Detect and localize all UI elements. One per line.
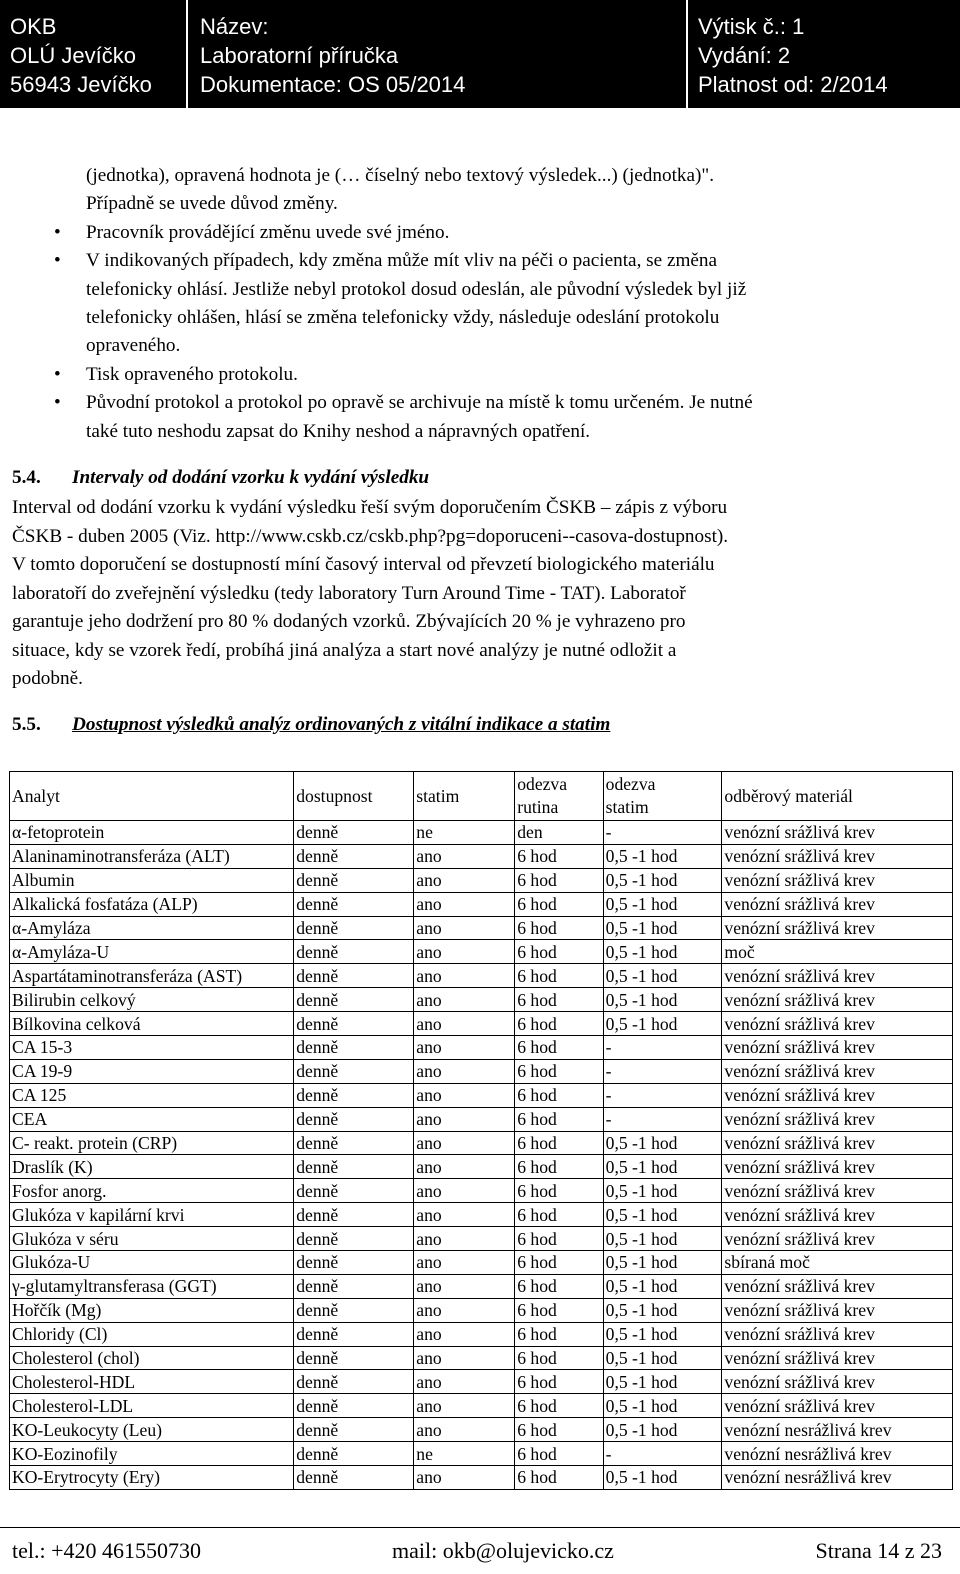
cell-analyt: KO-Erytrocyty (Ery) — [10, 1466, 294, 1490]
cell-odezva-statim: 0,5 -1 hod — [603, 988, 722, 1012]
cell-odezva-statim: - — [603, 821, 722, 845]
table-row — [10, 844, 953, 868]
cell-odezva-rutina: 6 hod — [515, 1466, 603, 1490]
cell-statim: ano — [414, 1203, 515, 1227]
cell-odezva-rutina: 6 hod — [515, 1012, 603, 1036]
table-row — [10, 1227, 953, 1251]
cell-material: venózní srážlivá krev — [722, 1012, 953, 1036]
cell-dostupnost: denně — [294, 940, 414, 964]
header-name-line: Dokumentace: OS 05/2014 — [200, 72, 466, 97]
section-title: Intervaly od dodání vzorku k vydání výsledku — [72, 467, 430, 489]
cell-odezva-statim: 0,5 -1 hod — [603, 1012, 722, 1036]
bullet-item — [12, 389, 942, 446]
column-header-dostupnost: dostupnost — [294, 772, 414, 821]
cell-material: venózní srážlivá krev — [722, 916, 953, 940]
cell-dostupnost: denně — [294, 1370, 414, 1394]
table-row — [10, 821, 953, 845]
header-version — [698, 12, 888, 99]
cell-dostupnost: denně — [294, 868, 414, 892]
cell-material: venózní nesrážlivá krev — [722, 1418, 953, 1442]
cell-statim: ano — [414, 868, 515, 892]
cell-dostupnost: denně — [294, 1227, 414, 1251]
cell-statim: ano — [414, 1346, 515, 1370]
cell-statim: ano — [414, 1251, 515, 1275]
footer-phone: tel.: +420 461550730 — [12, 1538, 202, 1563]
paragraph-line: ČSKB - duben 2005 (Viz. http://www.cskb.cz/cskb.php?pg=doporuceni--casova-dostupnost). — [12, 525, 729, 547]
paragraph-line: V tomto doporučení se dostupností míní časový interval od převzetí biologického materiálu — [12, 554, 715, 576]
cell-material: venózní srážlivá krev — [722, 1322, 953, 1346]
cell-material: venózní srážlivá krev — [722, 844, 953, 868]
cell-analyt: Draslík (K) — [10, 1155, 294, 1179]
cell-material: venózní srážlivá krev — [722, 1346, 953, 1370]
cell-material: venózní srážlivá krev — [722, 1179, 953, 1203]
cell-statim: ano — [414, 1274, 515, 1298]
cell-dostupnost: denně — [294, 916, 414, 940]
cell-analyt: Aspartátaminotransferáza (AST) — [10, 964, 294, 988]
cell-analyt: Cholesterol-LDL — [10, 1394, 294, 1418]
header-org-line: OKB — [10, 14, 57, 39]
footer-email: mail: okb@olujevicko.cz — [392, 1538, 614, 1563]
cell-odezva-statim: - — [603, 1107, 722, 1131]
cell-analyt: Bilirubin celkový — [10, 988, 294, 1012]
cell-odezva-statim: 0,5 -1 hod — [603, 1346, 722, 1370]
bullet-dot: • — [54, 221, 61, 243]
cell-material: venózní srážlivá krev — [722, 1203, 953, 1227]
cell-material: moč — [722, 940, 953, 964]
cell-material: venózní srážlivá krev — [722, 1107, 953, 1131]
paragraph-line: garantuje jeho dodržení pro 80 % dodaných vzorků. Zbývajících 20 % je vyhrazeno pro — [12, 611, 686, 633]
cell-odezva-rutina: 6 hod — [515, 940, 603, 964]
header-name-line: Laboratorní příručka — [200, 43, 399, 68]
cell-dostupnost: denně — [294, 1155, 414, 1179]
table-row — [10, 1322, 953, 1346]
continuation-line: Případně se uvede důvod změny. — [86, 193, 338, 215]
bullet-line: telefonicky ohlášen, hlásí se změna telefonicky vždy, následuje odeslání protokolu — [86, 307, 720, 329]
cell-odezva-statim: 0,5 -1 hod — [603, 868, 722, 892]
cell-dostupnost: denně — [294, 1203, 414, 1227]
paragraph-line: podobně. — [12, 667, 83, 689]
cell-analyt: Fosfor anorg. — [10, 1179, 294, 1203]
bullet-item — [12, 247, 942, 361]
cell-dostupnost: denně — [294, 1298, 414, 1322]
table-row — [10, 1418, 953, 1442]
cell-dostupnost: denně — [294, 1083, 414, 1107]
cell-odezva-statim: 0,5 -1 hod — [603, 1155, 722, 1179]
cell-odezva-statim: 0,5 -1 hod — [603, 1466, 722, 1490]
bullet-line: také tuto neshodu zapsat do Knihy neshod a nápravných opatření. — [86, 420, 591, 442]
cell-dostupnost: denně — [294, 1036, 414, 1060]
cell-odezva-statim: 0,5 -1 hod — [603, 1251, 722, 1275]
footer-page-number: Strana 14 z 23 — [815, 1538, 942, 1563]
cell-material: venózní srážlivá krev — [722, 1036, 953, 1060]
cell-statim: ne — [414, 821, 515, 845]
cell-material: venózní srážlivá krev — [722, 868, 953, 892]
cell-odezva-statim: 0,5 -1 hod — [603, 1203, 722, 1227]
section-number: 5.4. — [12, 467, 41, 489]
cell-odezva-statim: - — [603, 1442, 722, 1466]
cell-material: venózní nesrážlivá krev — [722, 1466, 953, 1490]
cell-statim: ano — [414, 1418, 515, 1442]
cell-odezva-statim: 0,5 -1 hod — [603, 1322, 722, 1346]
cell-analyt: Cholesterol-HDL — [10, 1370, 294, 1394]
availability-table — [9, 771, 953, 1490]
cell-dostupnost: denně — [294, 988, 414, 1012]
column-header-statim: statim — [414, 772, 515, 821]
cell-dostupnost: denně — [294, 1012, 414, 1036]
table-row — [10, 1298, 953, 1322]
cell-material: venózní srážlivá krev — [722, 988, 953, 1012]
bullet-dot: • — [54, 363, 61, 385]
cell-statim: ano — [414, 1394, 515, 1418]
table-row — [10, 1346, 953, 1370]
cell-odezva-statim: 0,5 -1 hod — [603, 892, 722, 916]
header-organization — [10, 12, 152, 99]
cell-odezva-statim: 0,5 -1 hod — [603, 940, 722, 964]
bullet-line: Tisk opraveného protokolu. — [86, 363, 298, 385]
cell-odezva-rutina: 6 hod — [515, 1370, 603, 1394]
cell-analyt: Glukóza v séru — [10, 1227, 294, 1251]
cell-analyt: γ-glutamyltransferasa (GGT) — [10, 1274, 294, 1298]
table-row — [10, 1442, 953, 1466]
table-row — [10, 964, 953, 988]
cell-material: venózní srážlivá krev — [722, 1131, 953, 1155]
cell-odezva-rutina: 6 hod — [515, 1179, 603, 1203]
bullet-item — [12, 219, 942, 247]
cell-statim: ano — [414, 1298, 515, 1322]
column-header-odezva-rutina: odezva rutina — [515, 772, 603, 821]
cell-statim: ano — [414, 1059, 515, 1083]
cell-analyt: α-fetoprotein — [10, 821, 294, 845]
cell-odezva-rutina: 6 hod — [515, 1227, 603, 1251]
header-version-line: Výtisk č.: 1 — [698, 14, 805, 39]
cell-statim: ano — [414, 964, 515, 988]
cell-material: venózní srážlivá krev — [722, 1059, 953, 1083]
cell-analyt: Albumin — [10, 868, 294, 892]
cell-odezva-statim: 0,5 -1 hod — [603, 1131, 722, 1155]
cell-odezva-statim: 0,5 -1 hod — [603, 1274, 722, 1298]
section-paragraph — [12, 494, 942, 693]
column-header-odezva-statim: odezva statim — [603, 772, 722, 821]
cell-statim: ano — [414, 1322, 515, 1346]
bullet-line: V indikovaných případech, kdy změna může mít vliv na péči o pacienta, se změna — [86, 250, 718, 272]
section-heading-5-5 — [12, 711, 942, 739]
table-row — [10, 892, 953, 916]
cell-odezva-rutina: 6 hod — [515, 988, 603, 1012]
table-row — [10, 1155, 953, 1179]
bullet-line: telefonicky ohlásí. Jestliže nebyl protokol dosud odeslán, ale původní výsledek byl již — [86, 278, 747, 300]
cell-analyt: CA 15-3 — [10, 1036, 294, 1060]
cell-dostupnost: denně — [294, 1394, 414, 1418]
table-row — [10, 916, 953, 940]
table-row — [10, 868, 953, 892]
cell-statim: ano — [414, 1227, 515, 1251]
table-row — [10, 1394, 953, 1418]
cell-analyt: Glukóza v kapilární krvi — [10, 1203, 294, 1227]
cell-odezva-rutina: 6 hod — [515, 1274, 603, 1298]
cell-odezva-statim: 0,5 -1 hod — [603, 1227, 722, 1251]
cell-odezva-rutina: 6 hod — [515, 1155, 603, 1179]
cell-material: venózní srážlivá krev — [722, 1155, 953, 1179]
bullet-line: opraveného. — [86, 335, 181, 357]
cell-odezva-statim: 0,5 -1 hod — [603, 1394, 722, 1418]
header-org-line: 56943 Jevíčko — [10, 72, 152, 97]
table-row — [10, 988, 953, 1012]
cell-statim: ano — [414, 1131, 515, 1155]
table-row — [10, 1203, 953, 1227]
cell-analyt: Cholesterol (chol) — [10, 1346, 294, 1370]
table-row — [10, 940, 953, 964]
cell-odezva-statim: 0,5 -1 hod — [603, 844, 722, 868]
continuation-line: (jednotka), opravená hodnota je (… číselný nebo textový výsledek...) (jednotka)". — [86, 165, 715, 186]
table-row — [10, 1036, 953, 1060]
cell-statim: ano — [414, 1155, 515, 1179]
table-row — [10, 1059, 953, 1083]
cell-statim: ano — [414, 1107, 515, 1131]
cell-dostupnost: denně — [294, 1107, 414, 1131]
cell-analyt: Chloridy (Cl) — [10, 1322, 294, 1346]
cell-analyt: C- reakt. protein (CRP) — [10, 1131, 294, 1155]
header-name-line: Název: — [200, 14, 269, 39]
table-row — [10, 1083, 953, 1107]
cell-dostupnost: denně — [294, 1251, 414, 1275]
cell-analyt: Bílkovina celková — [10, 1012, 294, 1036]
cell-odezva-rutina: 6 hod — [515, 916, 603, 940]
document-header — [0, 0, 960, 108]
cell-odezva-rutina: 6 hod — [515, 1322, 603, 1346]
header-version-line: Platnost od: 2/2014 — [698, 72, 888, 97]
document-body — [12, 162, 942, 742]
cell-analyt: KO-Eozinofily — [10, 1442, 294, 1466]
column-header-analyt: Analyt — [10, 772, 294, 821]
cell-analyt: Hořčík (Mg) — [10, 1298, 294, 1322]
cell-material: venózní nesrážlivá krev — [722, 1442, 953, 1466]
cell-analyt: Alkalická fosfatáza (ALP) — [10, 892, 294, 916]
cell-material: venózní srážlivá krev — [722, 1370, 953, 1394]
cell-odezva-rutina: 6 hod — [515, 1131, 603, 1155]
cell-analyt: Alaninaminotransferáza (ALT) — [10, 844, 294, 868]
cell-material: venózní srážlivá krev — [722, 964, 953, 988]
section-title: Dostupnost výsledků analýz ordinovaných z vitální indikace a statim — [72, 714, 611, 736]
table-header-row — [10, 772, 953, 821]
header-divider — [186, 0, 188, 108]
cell-statim: ano — [414, 1466, 515, 1490]
cell-odezva-rutina: 6 hod — [515, 1394, 603, 1418]
section-number: 5.5. — [12, 714, 41, 736]
table-row — [10, 1466, 953, 1490]
cell-analyt: α-Amyláza — [10, 916, 294, 940]
paragraph-line: situace, kdy se vzorek ředí, probíhá jiná analýza a start nové analýzy je nutné odložit a — [12, 639, 677, 661]
table-row — [10, 1179, 953, 1203]
cell-odezva-statim: 0,5 -1 hod — [603, 1179, 722, 1203]
cell-odezva-rutina: 6 hod — [515, 1346, 603, 1370]
table-row — [10, 1131, 953, 1155]
cell-odezva-statim: 0,5 -1 hod — [603, 916, 722, 940]
bullet-line: Pracovník provádějící změnu uvede své jméno. — [86, 221, 450, 243]
cell-statim: ano — [414, 844, 515, 868]
cell-odezva-rutina: 6 hod — [515, 1036, 603, 1060]
document-footer — [0, 1527, 960, 1574]
cell-odezva-statim: 0,5 -1 hod — [603, 1418, 722, 1442]
header-document-name — [200, 12, 465, 99]
cell-dostupnost: denně — [294, 1131, 414, 1155]
cell-odezva-rutina: 6 hod — [515, 1442, 603, 1466]
cell-odezva-statim: 0,5 -1 hod — [603, 1298, 722, 1322]
cell-dostupnost: denně — [294, 1274, 414, 1298]
cell-dostupnost: denně — [294, 844, 414, 868]
cell-odezva-rutina: 6 hod — [515, 844, 603, 868]
cell-odezva-rutina: den — [515, 821, 603, 845]
bullet-line: Původní protokol a protokol po opravě se archivuje na místě k tomu určeném. Je nutné — [86, 392, 753, 414]
cell-statim: ano — [414, 1083, 515, 1107]
cell-dostupnost: denně — [294, 964, 414, 988]
cell-statim: ano — [414, 940, 515, 964]
section-heading-5-4 — [12, 464, 942, 492]
cell-statim: ano — [414, 916, 515, 940]
bullet-item — [12, 361, 942, 389]
column-header-material: odběrový materiál — [722, 772, 953, 821]
cell-dostupnost: denně — [294, 1322, 414, 1346]
cell-statim: ano — [414, 892, 515, 916]
cell-odezva-rutina: 6 hod — [515, 1418, 603, 1442]
cell-material: venózní srážlivá krev — [722, 1298, 953, 1322]
cell-statim: ano — [414, 1012, 515, 1036]
cell-odezva-rutina: 6 hod — [515, 1083, 603, 1107]
cell-dostupnost: denně — [294, 1466, 414, 1490]
cell-material: sbíraná moč — [722, 1251, 953, 1275]
bullet-dot: • — [54, 392, 61, 414]
cell-dostupnost: denně — [294, 1346, 414, 1370]
cell-material: venózní srážlivá krev — [722, 1227, 953, 1251]
cell-odezva-statim: 0,5 -1 hod — [603, 1370, 722, 1394]
header-org-line: OLÚ Jevíčko — [10, 43, 136, 68]
paragraph-line: laboratoří do zveřejnění výsledku (tedy laboratory Turn Around Time - TAT). Laboratoř — [12, 582, 686, 604]
cell-dostupnost: denně — [294, 821, 414, 845]
paragraph-line: Interval od dodání vzorku k vydání výsledku řeší svým doporučením ČSKB – zápis z výboru — [12, 497, 728, 519]
cell-analyt: CA 19-9 — [10, 1059, 294, 1083]
cell-material: venózní srážlivá krev — [722, 1274, 953, 1298]
cell-analyt: CA 125 — [10, 1083, 294, 1107]
cell-odezva-statim: 0,5 -1 hod — [603, 964, 722, 988]
cell-dostupnost: denně — [294, 1418, 414, 1442]
table-body — [10, 821, 953, 1490]
cell-odezva-rutina: 6 hod — [515, 1251, 603, 1275]
cell-odezva-rutina: 6 hod — [515, 1059, 603, 1083]
cell-odezva-rutina: 6 hod — [515, 1203, 603, 1227]
cell-analyt: CEA — [10, 1107, 294, 1131]
cell-material: venózní srážlivá krev — [722, 821, 953, 845]
cell-material: venózní srážlivá krev — [722, 892, 953, 916]
table-row — [10, 1274, 953, 1298]
cell-odezva-rutina: 6 hod — [515, 868, 603, 892]
cell-statim: ne — [414, 1442, 515, 1466]
cell-material: venózní srážlivá krev — [722, 1394, 953, 1418]
table-row — [10, 1251, 953, 1275]
cell-statim: ano — [414, 1036, 515, 1060]
cell-odezva-statim: - — [603, 1083, 722, 1107]
cell-odezva-rutina: 6 hod — [515, 892, 603, 916]
cell-odezva-rutina: 6 hod — [515, 964, 603, 988]
table-row — [10, 1107, 953, 1131]
cell-odezva-rutina: 6 hod — [515, 1298, 603, 1322]
cell-statim: ano — [414, 988, 515, 1012]
bullet-dot: • — [54, 250, 61, 272]
cell-dostupnost: denně — [294, 892, 414, 916]
cell-material: venózní srážlivá krev — [722, 1083, 953, 1107]
cell-analyt: KO-Leukocyty (Leu) — [10, 1418, 294, 1442]
cell-odezva-rutina: 6 hod — [515, 1107, 603, 1131]
cell-statim: ano — [414, 1179, 515, 1203]
cell-odezva-statim: - — [603, 1036, 722, 1060]
header-divider — [686, 0, 688, 108]
cell-statim: ano — [414, 1370, 515, 1394]
header-version-line: Vydání: 2 — [698, 43, 791, 68]
cell-dostupnost: denně — [294, 1059, 414, 1083]
cell-dostupnost: denně — [294, 1442, 414, 1466]
cell-odezva-statim: - — [603, 1059, 722, 1083]
table-row — [10, 1012, 953, 1036]
cell-analyt: Glukóza-U — [10, 1251, 294, 1275]
cell-dostupnost: denně — [294, 1179, 414, 1203]
table-row — [10, 1370, 953, 1394]
cell-analyt: α-Amyláza-U — [10, 940, 294, 964]
